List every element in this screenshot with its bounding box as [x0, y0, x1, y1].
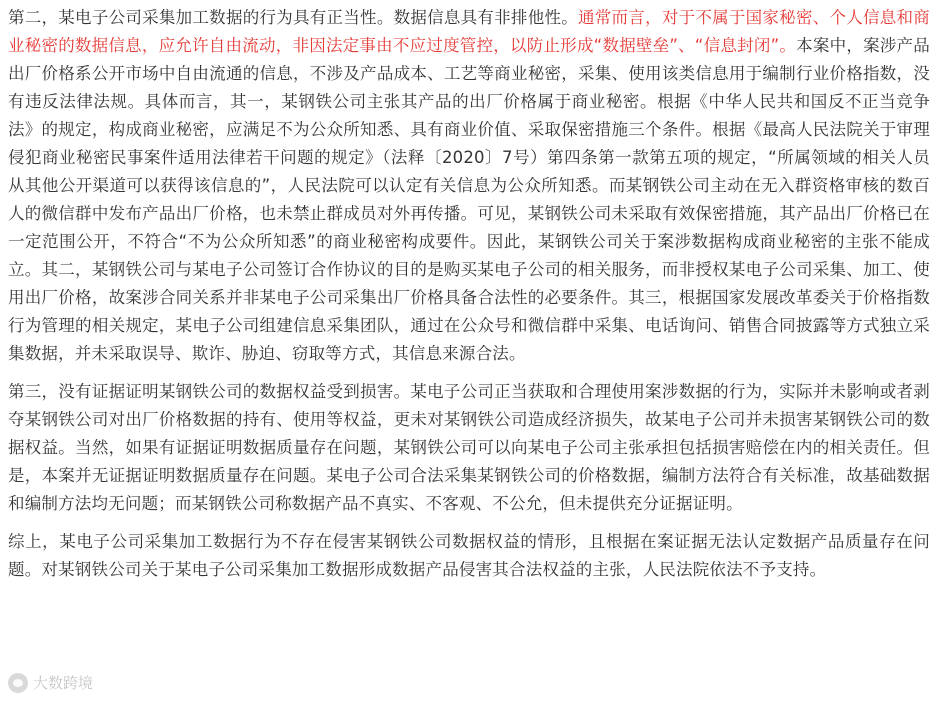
watermark-text: 大数跨境 — [33, 674, 94, 692]
paragraph-second-point — [8, 4, 930, 368]
brand-logo-icon — [8, 673, 28, 693]
paragraph-text: 本案中，案涉产品出厂价格系公开市场中自由流通的信息，不涉及产品成本、工艺等商业秘密，采集、使用该类信息用于编制行业价格指数，没有违反法律法规。具体而言，其一，某钢铁公司主张其产品的出厂价格属于商业秘密。根据《中华人民共和国反不正当竞争法》的规定，构成商业秘密，应满足不为公众所知悉、具有商业价值、采取保密措施三个条件。根据《最高人民法院关于审理侵犯商业秘密民事案件适用法律若干问题的规定》（法释〔2020〕7号）第四条第一款第五项的规定，“所属领域的相关人员从其他公开渠道可以获得该信息的”，人民法院可以认定有关信息为公众所知悉。而某钢铁公司主动在无入群资格审核的数百人的微信群中发布产品出厂价格，也未禁止群成员对外再传播。可见，某钢铁公司未采取有效保密措施，其产品出厂价格已在一定范围公开，不符合“不为公众所知悉”的商业秘密构成要件。因此，某钢铁公司关于案涉数据构成商业秘密的主张不能成立。其二，某钢铁公司与某电子公司签订合作协议的目的是购买某电子公司的相关服务，而非授权某电子公司采集、加工、使用出厂价格，故案涉合同关系并非某电子公司采集出厂价格具备合法性的必要条件。其三，根据国家发展改革委关于价格指数行为管理的相关规定，某电子公司组建信息采集团队，通过在公众号和微信群中采集、电话询问、销售合同披露等方式独立采集数据，并未采取误导、欺诈、胁迫、窃取等方式，其信息来源合法。 — [8, 36, 930, 363]
article-body — [8, 4, 930, 594]
paragraph-third-point — [8, 378, 930, 518]
paragraph-text: 综上，某电子公司采集加工数据行为不存在侵害某钢铁公司数据权益的情形，且根据在案证据无法认定数据产品质量存在问题。对某钢铁公司关于某电子公司采集加工数据形成数据产品侵害其合法权益的主张，人民法院依法不予支持。 — [8, 532, 930, 579]
highlighted-text: 通常而言，对于不属于国家秘密、个人信息和商业秘密的数据信息，应允许自由流动，非因法定事由不应过度管控，以防止形成“数据壁垒”、“信息封闭”。 — [8, 8, 930, 55]
paragraph-text: 第二，某电子公司采集加工数据的行为具有正当性。数据信息具有非排他性。 — [8, 8, 578, 27]
watermark — [8, 672, 93, 693]
paragraph-conclusion — [8, 528, 930, 584]
paragraph-text: 第三，没有证据证明某钢铁公司的数据权益受到损害。某电子公司正当获取和合理使用案涉数据的行为，实际并未影响或者剥夺某钢铁公司对出厂价格数据的持有、使用等权益，更未对某钢铁公司造成经济损失，故某电子公司并未损害某钢铁公司的数据权益。当然，如果有证据证明数据质量存在问题，某钢铁公司可以向某电子公司主张承担包括损害赔偿在内的相关责任。但是，本案并无证据证明数据质量存在问题。某电子公司合法采集某钢铁公司的价格数据，编制方法符合有关标准，故基础数据和编制方法均无问题；而某钢铁公司称数据产品不真实、不客观、不公允，但未提供充分证据证明。 — [8, 382, 930, 513]
